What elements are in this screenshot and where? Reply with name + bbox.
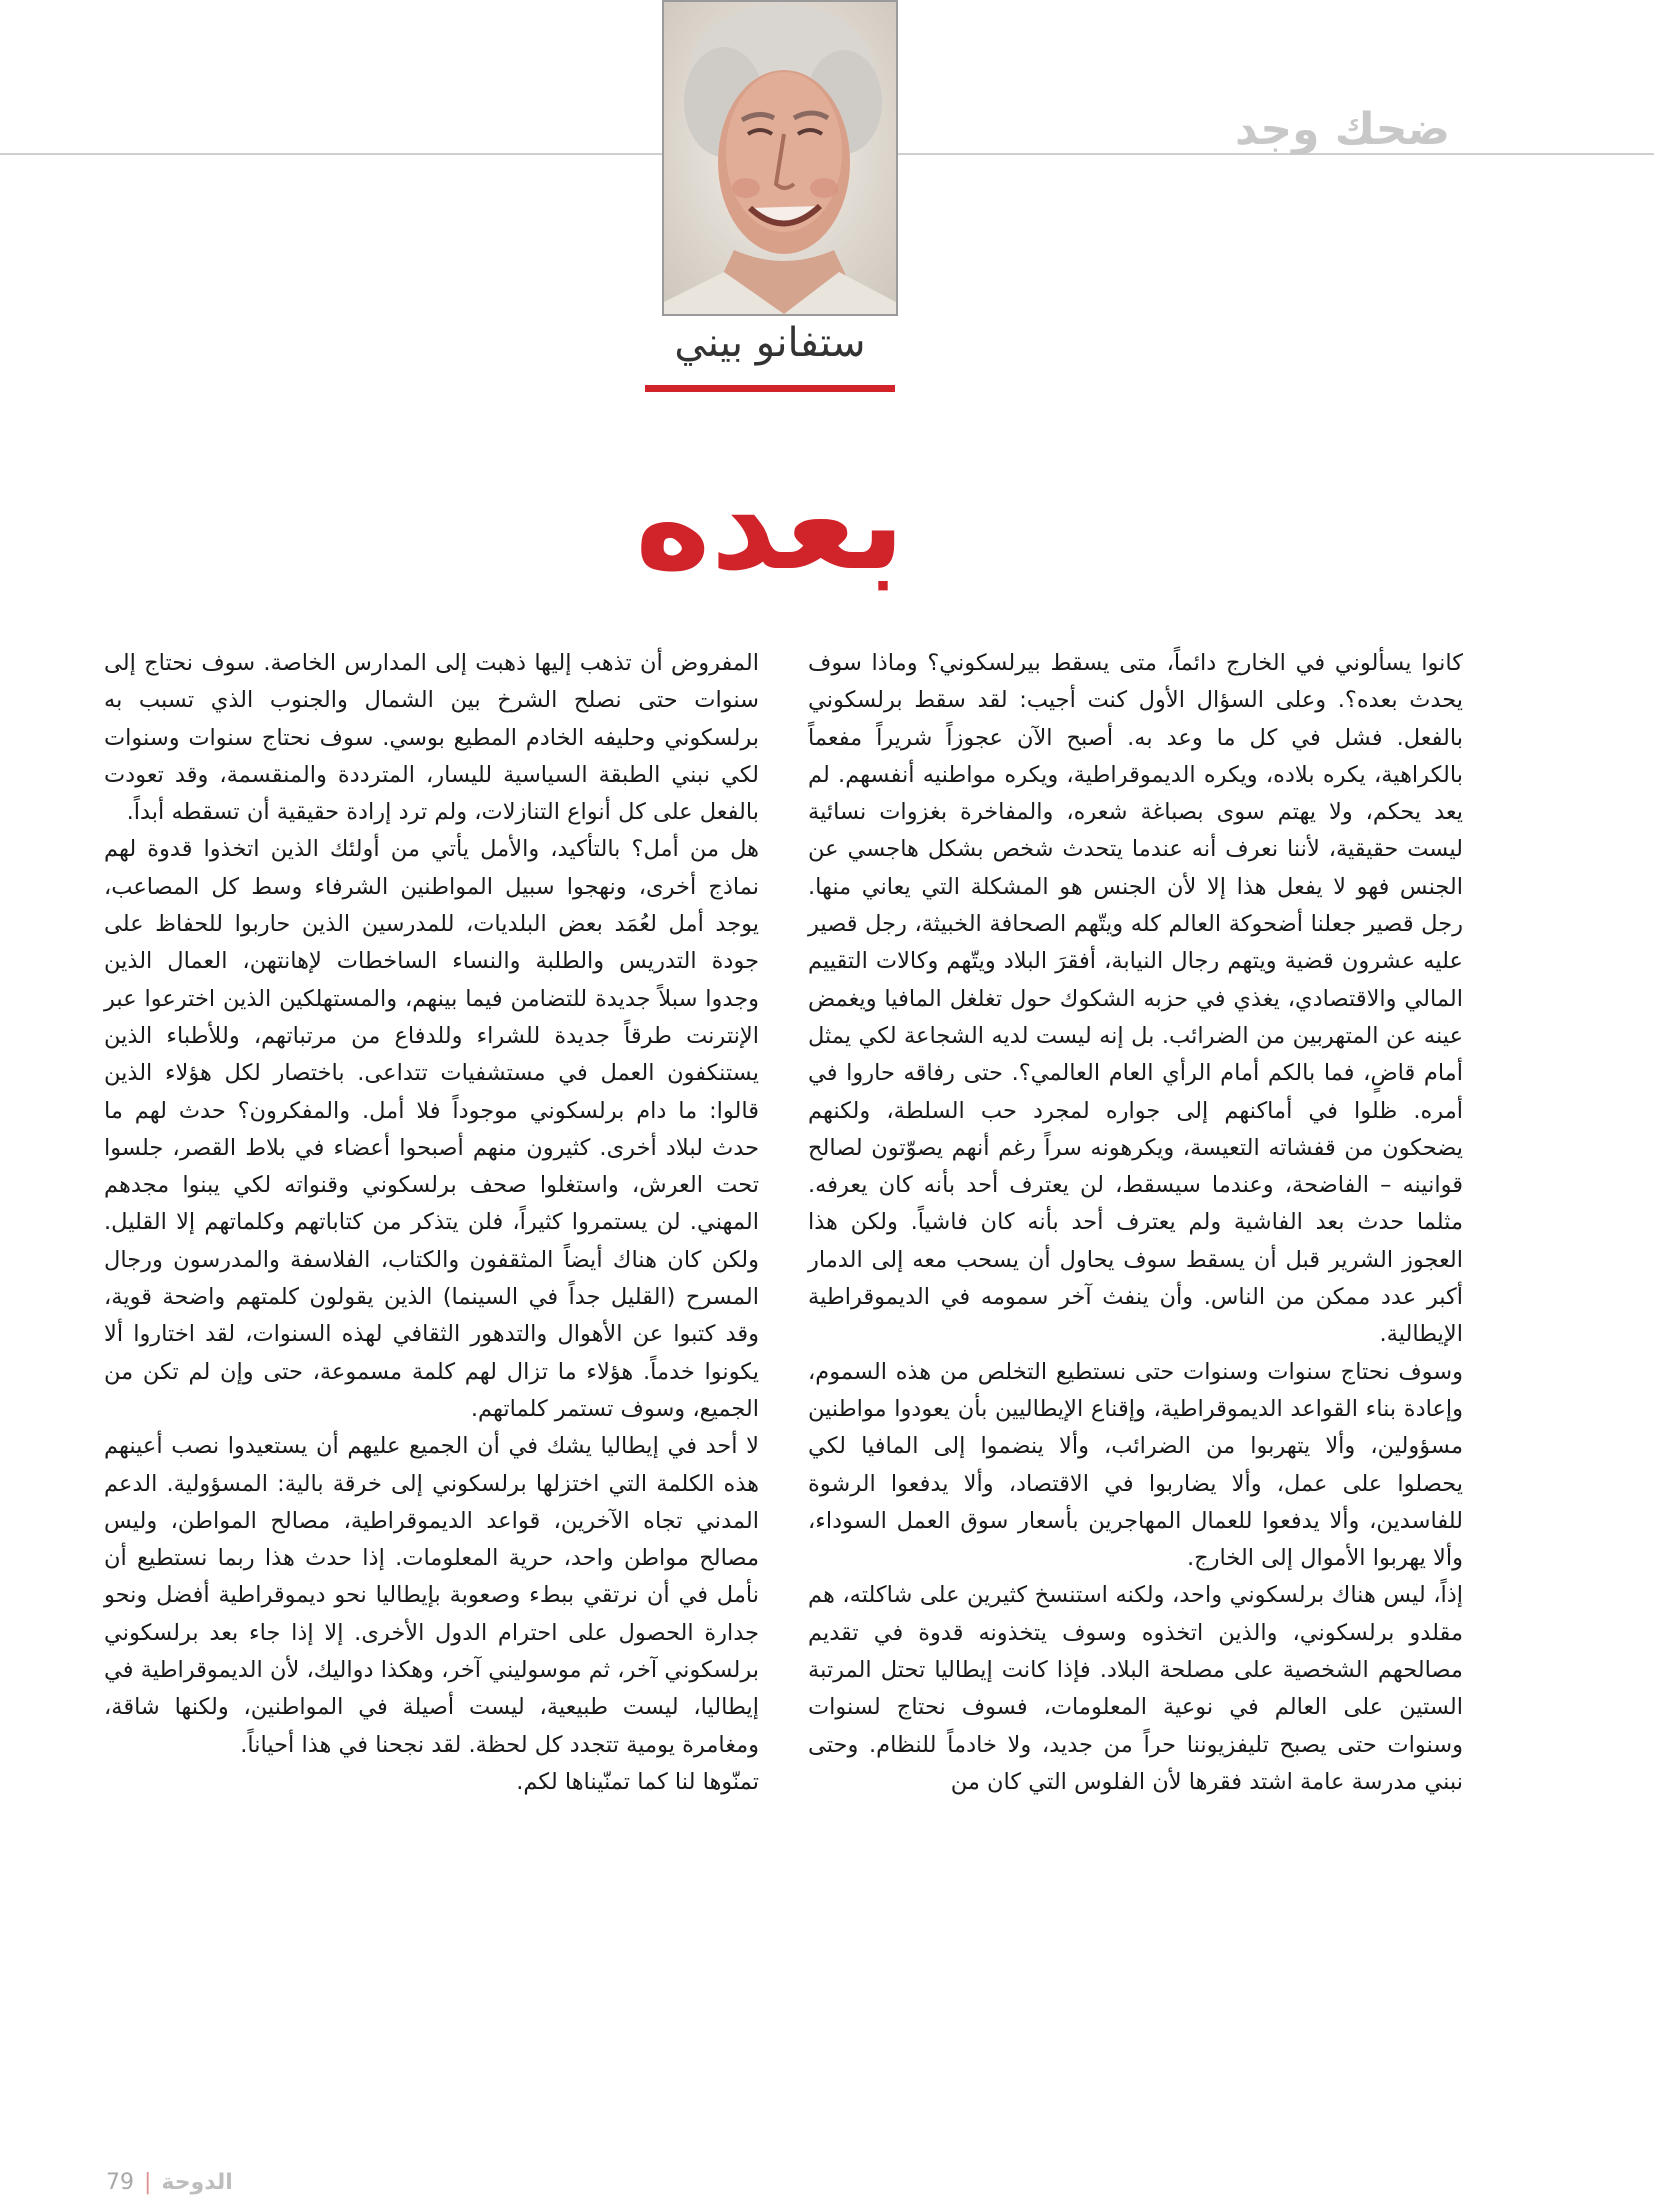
paragraph: كانوا يسألوني في الخارج دائماً، متى يسقط بيرلسكوني؟ وماذا سوف يحدث بعده؟. وعلى السؤال الأول كنت أجيب: لقد سقط برلسكوني بالفعل. فشل في كل ما وعد به. أصبح الآن عجوزاً شريراً مفعماً بالكراهية، يكره بلاده، ويكره الديموقراطية، ويكره مواطنيه أنفسهم. لم يعد يحكم، ولا يهتم سوى بصباغة شعره، والمفاخرة بغزوات نسائية ليست حقيقية، لأننا نعرف أنه عندما يتحدث شخص بشكل هاجسي عن الجنس فهو لا يفعل هذا إلا لأن الجنس هو المشكلة التي يعاني منها. رجل قصير جعلنا أضحوكة العالم كله ويتّهم الصحافة الخبيثة، رجل قصير عليه عشرون قضية ويتهم رجال النيابة، أفقرَ البلاد ويتّهم وكالات التقييم المالي والاقتصادي، يغذي في حزبه الشكوك حول تغلغل المافيا ويغمض عينه عن المتهربين من الضرائب. بل إنه ليست لديه الشجاعة لكي يمثل أمام قاضٍ، فما بالكم أمام الرأي العام العالمي؟. حتى رفاقه حاروا في أمره. ظلوا في أماكنهم إلى جواره لمجرد حب السلطة، ولكنهم يضحكون من قفشاته التعيسة، ويكرهونه سراً رغم أنهم يصوّتون لصالح قوانينه – الفاضحة، وعندما سيسقط، لن يعترف أحد بأنه كان يعرفه. مثلما حدث بعد الفاشية ولم يعترف أحد بأنه كان فاشياً. ولكن هذا العجوز الشرير قبل أن يسقط سوف يحاول أن يسحب معه إلى الدمار أكبر عدد ممكن من الناس. وأن ينفث آخر سمومه في الديموقراطية الإيطالية.	[808, 650, 1463, 1348]
page-number: 79	[106, 2170, 134, 2195]
paragraph: المفروض أن تذهب إليها ذهبت إلى المدارس الخاصة. سوف نحتاج إلى سنوات حتى نصلح الشرخ بين الشمال والجنوب الذي تسبب به برلسكوني وحليفه الخادم المطيع بوسي. سوف نحتاج سنوات وسنوات لكي نبني الطبقة السياسية لليسار، المترددة والمنقسمة، وقد تعودت بالفعل على كل أنواع التنازلات، ولم ترد إرادة حقيقية أن تسقطه أبداً.	[104, 650, 759, 826]
author-portrait-icon	[664, 2, 896, 314]
paragraph: إذاً، ليس هناك برلسكوني واحد، ولكنه استنسخ كثيرين على شاكلته، هم مقلدو برلسكوني، والذين اتخذوه وسوف يتخذونه قدوة في تقديم مصالحهم الشخصية على مصلحة البلاد. فإذا كانت إيطاليا تحتل المرتبة الستين على العالم في نوعية المعلومات، فسوف نحتاج لسنوات وسنوات حتى يصبح تليفزيوننا حراً من جديد، ولا خادماً للنظام. وحتى نبني مدرسة عامة اشتد فقرها لأن الفلوس التي كان من	[808, 1582, 1463, 1795]
author-photo	[662, 0, 898, 316]
footer-separator: |	[144, 2170, 152, 2195]
section-label: ضحك وجد	[1235, 104, 1450, 155]
author-underline	[645, 385, 895, 392]
paragraph: لا أحد في إيطاليا يشك في أن الجميع عليهم أن يستعيدوا نصب أعينهم هذه الكلمة التي اختزلها برلسكوني إلى خرقة بالية: المسؤولية. الدعم المدني تجاه الآخرين، قواعد الديموقراطية، مصالح المواطن، وليس مصالح مواطن واحد، حرية المعلومات. إذا حدث هذا ربما نستطيع أن نأمل في أن نرتقي ببطء وصعوبة بإيطاليا نحو ديموقراطية أفضل ونحو جدارة الحصول على احترام الدول الأخرى. إلا إذا جاء بعد برلسكوني برلسكوني آخر، ثم موسوليني آخر، وهكذا دواليك، لأن الديموقراطية في إيطاليا، ليست طبيعية، ليست أصيلة في المواطنين، ولكنها شاقة، ومغامرة يومية تتجدد كل لحظة. لقد نجحنا في هذا أحياناً.	[104, 1433, 759, 1758]
paragraph: هل من أمل؟ بالتأكيد، والأمل يأتي من أولئك الذين اتخذوا قدوة لهم نماذج أخرى، ونهجوا سبيل المواطنين الشرفاء وسط كل المصاعب، يوجد أمل لعُمَد بعض البلديات، للمدرسين الذين حاربوا للحفاظ على جودة التدريس والطلبة والنساء الساخطات لإهانتهن، العمال الذين وجدوا سبلاً جديدة للتضامن فيما بينهم، والمستهلكين الذين اخترعوا عبر الإنترنت طرقاً جديدة للشراء وللدفاع من مرتباتهم، وللأطباء الذين يستنكفون العمل في مستشفيات تتداعى. باختصار لكل هؤلاء الذين قالوا: ما دام برلسكوني موجوداً فلا أمل. والمفكرون؟ حدث لهم ما حدث لبلاد أخرى. كثيرون منهم أصبحوا أعضاء في بلاط القصر، جلسوا تحت العرش، واستغلوا صحف برلسكوني وقنواته لكي يبنوا مجدهم المهني. لن يستمروا كثيراً، فلن يتذكر من كتاباتهم وكلماتهم إلا القليل. ولكن كان هناك أيضاً المثقفون والكتاب، الفلاسفة والمدرسون ورجال المسرح (القليل جداً في السينما) الذين يقولون كلمتهم واضحة قوية، وقد كتبوا عن الأهوال والتدهور الثقافي لهذه السنوات، لقد اختاروا ألا يكونوا خدماً. هؤلاء ما تزال لهم كلمة مسموعة، حتى وإن لم تكن من الجميع، وسوف تستمر كلماتهم.	[104, 836, 759, 1422]
article-column-left	[104, 645, 759, 1801]
magazine-name: الدوحة	[161, 2170, 233, 2195]
article-column-right	[808, 645, 1463, 1801]
author-name: ستفانو بيني	[674, 320, 866, 366]
page-footer	[106, 2170, 233, 2195]
paragraph: تمنّوها لنا كما تمنّيناها لكم.	[516, 1768, 759, 1795]
article-headline: بعده	[635, 450, 905, 599]
paragraph: وسوف نحتاج سنوات وسنوات حتى نستطيع التخلص من هذه السموم، وإعادة بناء القواعد الديموقراطية، وإقناع الإيطاليين بأن يعودوا مواطنين مسؤولين، وألا يتهربوا من الضرائب، وألا ينضموا إلى المافيا لكي يحصلوا على عمل، وألا يضاربوا في الاقتصاد، وألا يدفعوا الرشوة للفاسدين، وألا يدفعوا للعمال المهاجرين بأسعار سوق العمل السوداء، وألا يهربوا الأموال إلى الخارج.	[808, 1358, 1463, 1572]
